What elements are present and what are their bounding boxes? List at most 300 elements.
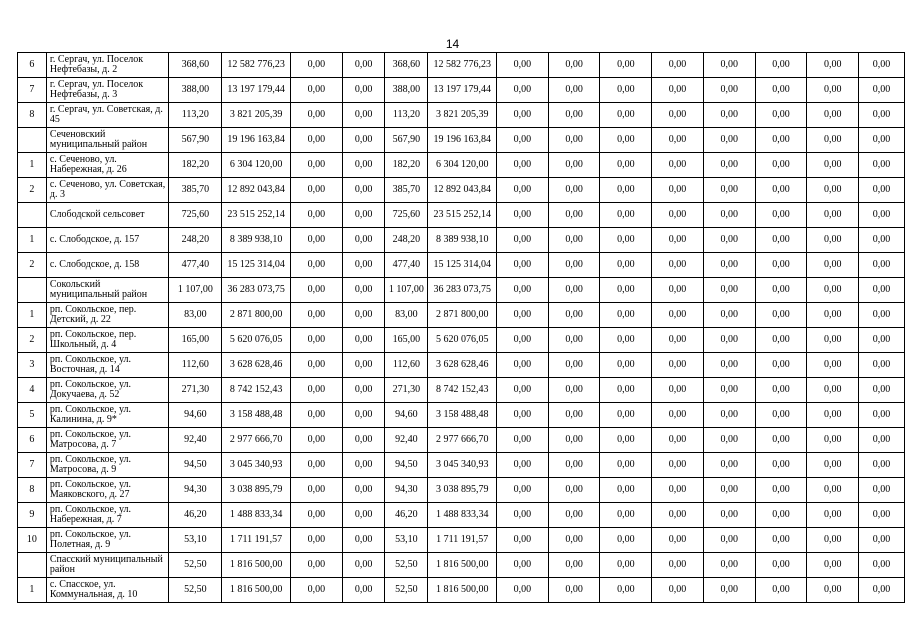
value-cell: 0,00	[548, 228, 600, 253]
area-cell: 52,50	[169, 553, 222, 578]
cost-cell: 3 045 340,93	[222, 453, 291, 478]
value-cell: 0,00	[859, 303, 905, 328]
value-cell: 0,00	[703, 328, 755, 353]
cost-cell: 2 871 800,00	[428, 303, 497, 328]
address-cell: Сеченовский муниципальный район	[46, 128, 169, 153]
cost-cell: 3 038 895,79	[222, 478, 291, 503]
value-cell: 0,00	[755, 228, 807, 253]
cost-cell: 12 892 043,84	[428, 178, 497, 203]
value-cell: 0,00	[600, 278, 652, 303]
value-cell: 0,00	[859, 253, 905, 278]
value-cell: 0,00	[703, 103, 755, 128]
value-cell: 0,00	[600, 503, 652, 528]
value-cell: 0,00	[600, 78, 652, 103]
table-row	[18, 503, 905, 528]
cost-cell: 36 283 073,75	[428, 278, 497, 303]
area-cell: 52,50	[385, 553, 428, 578]
cost-cell: 19 196 163,84	[222, 128, 291, 153]
cost-cell: 3 821 205,39	[428, 103, 497, 128]
row-number-cell: 6	[18, 53, 47, 78]
value-cell: 0,00	[548, 478, 600, 503]
cost-cell: 8 389 938,10	[428, 228, 497, 253]
value-cell: 0,00	[859, 228, 905, 253]
value-cell: 0,00	[859, 453, 905, 478]
value-cell: 0,00	[342, 428, 385, 453]
area-cell: 113,20	[169, 103, 222, 128]
value-cell: 0,00	[600, 303, 652, 328]
row-number-cell: 4	[18, 378, 47, 403]
address-cell: Сокольский муниципальный район	[46, 278, 169, 303]
value-cell: 0,00	[703, 253, 755, 278]
area-cell: 94,30	[385, 478, 428, 503]
value-cell: 0,00	[652, 153, 704, 178]
value-cell: 0,00	[652, 578, 704, 603]
value-cell: 0,00	[290, 253, 342, 278]
value-cell: 0,00	[703, 403, 755, 428]
address-cell: с. Слободское, д. 157	[46, 228, 169, 253]
address-cell: с. Спасское, ул. Коммунальная, д. 10	[46, 578, 169, 603]
area-cell: 567,90	[169, 128, 222, 153]
value-cell: 0,00	[497, 328, 549, 353]
value-cell: 0,00	[497, 378, 549, 403]
area-cell: 368,60	[385, 53, 428, 78]
cost-cell: 12 582 776,23	[428, 53, 497, 78]
value-cell: 0,00	[290, 328, 342, 353]
cost-cell: 13 197 179,44	[428, 78, 497, 103]
cost-cell: 12 892 043,84	[222, 178, 291, 203]
value-cell: 0,00	[652, 478, 704, 503]
value-cell: 0,00	[600, 328, 652, 353]
row-number-cell: 7	[18, 78, 47, 103]
value-cell: 0,00	[755, 203, 807, 228]
cost-cell: 3 045 340,93	[428, 453, 497, 478]
value-cell: 0,00	[342, 278, 385, 303]
value-cell: 0,00	[497, 528, 549, 553]
cost-cell: 3 628 628,46	[222, 353, 291, 378]
value-cell: 0,00	[290, 178, 342, 203]
value-cell: 0,00	[342, 103, 385, 128]
row-number-cell: 3	[18, 353, 47, 378]
area-cell: 725,60	[169, 203, 222, 228]
value-cell: 0,00	[600, 178, 652, 203]
value-cell: 0,00	[600, 253, 652, 278]
value-cell: 0,00	[548, 553, 600, 578]
value-cell: 0,00	[548, 128, 600, 153]
value-cell: 0,00	[342, 228, 385, 253]
value-cell: 0,00	[755, 253, 807, 278]
value-cell: 0,00	[290, 303, 342, 328]
value-cell: 0,00	[548, 203, 600, 228]
address-cell: рп. Сокольское, ул. Полетная, д. 9	[46, 528, 169, 553]
value-cell: 0,00	[807, 303, 859, 328]
area-cell: 53,10	[385, 528, 428, 553]
value-cell: 0,00	[703, 128, 755, 153]
area-cell: 165,00	[385, 328, 428, 353]
area-cell: 385,70	[385, 178, 428, 203]
value-cell: 0,00	[755, 153, 807, 178]
value-cell: 0,00	[807, 353, 859, 378]
value-cell: 0,00	[755, 53, 807, 78]
value-cell: 0,00	[342, 253, 385, 278]
value-cell: 0,00	[548, 278, 600, 303]
value-cell: 0,00	[859, 278, 905, 303]
value-cell: 0,00	[342, 578, 385, 603]
value-cell: 0,00	[290, 553, 342, 578]
value-cell: 0,00	[342, 503, 385, 528]
cost-cell: 6 304 120,00	[222, 153, 291, 178]
area-cell: 83,00	[385, 303, 428, 328]
row-number-cell: 2	[18, 328, 47, 353]
value-cell: 0,00	[548, 103, 600, 128]
value-cell: 0,00	[755, 378, 807, 403]
row-number-cell: 6	[18, 428, 47, 453]
row-number-cell: 1	[18, 303, 47, 328]
value-cell: 0,00	[497, 53, 549, 78]
value-cell: 0,00	[600, 403, 652, 428]
value-cell: 0,00	[548, 403, 600, 428]
table-row	[18, 103, 905, 128]
value-cell: 0,00	[497, 553, 549, 578]
value-cell: 0,00	[600, 103, 652, 128]
value-cell: 0,00	[497, 253, 549, 278]
value-cell: 0,00	[703, 553, 755, 578]
cost-cell: 15 125 314,04	[222, 253, 291, 278]
value-cell: 0,00	[497, 303, 549, 328]
address-cell: Спасский муниципальный район	[46, 553, 169, 578]
table-row	[18, 53, 905, 78]
table-row	[18, 453, 905, 478]
row-number-cell: 1	[18, 228, 47, 253]
value-cell: 0,00	[703, 153, 755, 178]
table-row	[18, 403, 905, 428]
value-cell: 0,00	[342, 453, 385, 478]
area-cell: 112,60	[169, 353, 222, 378]
value-cell: 0,00	[807, 428, 859, 453]
value-cell: 0,00	[342, 303, 385, 328]
cost-cell: 3 158 488,48	[222, 403, 291, 428]
value-cell: 0,00	[807, 253, 859, 278]
area-cell: 94,50	[169, 453, 222, 478]
value-cell: 0,00	[652, 78, 704, 103]
cost-cell: 36 283 073,75	[222, 278, 291, 303]
value-cell: 0,00	[290, 478, 342, 503]
value-cell: 0,00	[497, 478, 549, 503]
value-cell: 0,00	[652, 228, 704, 253]
value-cell: 0,00	[652, 103, 704, 128]
value-cell: 0,00	[703, 278, 755, 303]
address-cell: рп. Сокольское, ул. Матросова, д. 7	[46, 428, 169, 453]
value-cell: 0,00	[548, 153, 600, 178]
value-cell: 0,00	[548, 78, 600, 103]
value-cell: 0,00	[342, 153, 385, 178]
value-cell: 0,00	[290, 278, 342, 303]
area-cell: 477,40	[385, 253, 428, 278]
value-cell: 0,00	[548, 53, 600, 78]
cost-cell: 1 711 191,57	[222, 528, 291, 553]
area-cell: 46,20	[385, 503, 428, 528]
table-row	[18, 253, 905, 278]
value-cell: 0,00	[859, 103, 905, 128]
value-cell: 0,00	[703, 478, 755, 503]
value-cell: 0,00	[859, 553, 905, 578]
value-cell: 0,00	[342, 353, 385, 378]
cost-cell: 1 816 500,00	[428, 578, 497, 603]
value-cell: 0,00	[755, 178, 807, 203]
cost-cell: 6 304 120,00	[428, 153, 497, 178]
area-cell: 83,00	[169, 303, 222, 328]
value-cell: 0,00	[807, 553, 859, 578]
value-cell: 0,00	[342, 203, 385, 228]
area-cell: 165,00	[169, 328, 222, 353]
value-cell: 0,00	[600, 428, 652, 453]
value-cell: 0,00	[755, 403, 807, 428]
value-cell: 0,00	[290, 453, 342, 478]
value-cell: 0,00	[652, 203, 704, 228]
area-cell: 52,50	[169, 578, 222, 603]
address-cell: рп. Сокольское, ул. Калинина, д. 9*	[46, 403, 169, 428]
value-cell: 0,00	[859, 528, 905, 553]
value-cell: 0,00	[342, 178, 385, 203]
value-cell: 0,00	[600, 578, 652, 603]
value-cell: 0,00	[497, 353, 549, 378]
value-cell: 0,00	[807, 578, 859, 603]
value-cell: 0,00	[703, 178, 755, 203]
table-row	[18, 153, 905, 178]
value-cell: 0,00	[703, 228, 755, 253]
value-cell: 0,00	[290, 503, 342, 528]
value-cell: 0,00	[342, 328, 385, 353]
area-cell: 271,30	[385, 378, 428, 403]
table-row	[18, 528, 905, 553]
value-cell: 0,00	[807, 403, 859, 428]
value-cell: 0,00	[807, 278, 859, 303]
value-cell: 0,00	[600, 203, 652, 228]
cost-cell: 23 515 252,14	[222, 203, 291, 228]
value-cell: 0,00	[497, 503, 549, 528]
value-cell: 0,00	[497, 128, 549, 153]
area-cell: 52,50	[385, 578, 428, 603]
cost-cell: 8 742 152,43	[428, 378, 497, 403]
value-cell: 0,00	[755, 553, 807, 578]
row-number-cell: 2	[18, 253, 47, 278]
cost-cell: 1 816 500,00	[222, 578, 291, 603]
value-cell: 0,00	[755, 78, 807, 103]
value-cell: 0,00	[600, 353, 652, 378]
value-cell: 0,00	[755, 578, 807, 603]
value-cell: 0,00	[859, 578, 905, 603]
address-cell: с. Сеченово, ул. Советская, д. 3	[46, 178, 169, 203]
value-cell: 0,00	[548, 303, 600, 328]
area-cell: 112,60	[385, 353, 428, 378]
value-cell: 0,00	[859, 153, 905, 178]
area-cell: 271,30	[169, 378, 222, 403]
area-cell: 385,70	[169, 178, 222, 203]
value-cell: 0,00	[290, 53, 342, 78]
value-cell: 0,00	[290, 78, 342, 103]
area-cell: 477,40	[169, 253, 222, 278]
value-cell: 0,00	[548, 528, 600, 553]
address-cell: рп. Сокольское, ул. Восточная, д. 14	[46, 353, 169, 378]
value-cell: 0,00	[342, 403, 385, 428]
address-cell: г. Сергач, ул. Поселок Нефтебазы, д. 2	[46, 53, 169, 78]
address-cell: г. Сергач, ул. Поселок Нефтебазы, д. 3	[46, 78, 169, 103]
cost-cell: 8 742 152,43	[222, 378, 291, 403]
value-cell: 0,00	[652, 503, 704, 528]
value-cell: 0,00	[497, 578, 549, 603]
value-cell: 0,00	[342, 478, 385, 503]
row-number-cell: 1	[18, 153, 47, 178]
value-cell: 0,00	[342, 378, 385, 403]
area-cell: 388,00	[385, 78, 428, 103]
page-number: 14	[445, 37, 460, 51]
value-cell: 0,00	[548, 503, 600, 528]
value-cell: 0,00	[652, 328, 704, 353]
value-cell: 0,00	[652, 553, 704, 578]
cost-cell: 2 977 666,70	[428, 428, 497, 453]
row-number-cell: 8	[18, 478, 47, 503]
value-cell: 0,00	[859, 478, 905, 503]
value-cell: 0,00	[652, 303, 704, 328]
value-cell: 0,00	[290, 353, 342, 378]
value-cell: 0,00	[703, 578, 755, 603]
value-cell: 0,00	[755, 128, 807, 153]
area-cell: 113,20	[385, 103, 428, 128]
value-cell: 0,00	[807, 203, 859, 228]
address-cell: рп. Сокольское, ул. Докучаева, д. 52	[46, 378, 169, 403]
value-cell: 0,00	[600, 553, 652, 578]
value-cell: 0,00	[755, 453, 807, 478]
value-cell: 0,00	[807, 503, 859, 528]
value-cell: 0,00	[290, 378, 342, 403]
table-row	[18, 78, 905, 103]
area-cell: 53,10	[169, 528, 222, 553]
value-cell: 0,00	[600, 128, 652, 153]
value-cell: 0,00	[652, 528, 704, 553]
value-cell: 0,00	[807, 528, 859, 553]
cost-cell: 1 711 191,57	[428, 528, 497, 553]
value-cell: 0,00	[548, 253, 600, 278]
value-cell: 0,00	[497, 278, 549, 303]
value-cell: 0,00	[342, 128, 385, 153]
value-cell: 0,00	[703, 353, 755, 378]
table-row	[18, 353, 905, 378]
value-cell: 0,00	[859, 328, 905, 353]
value-cell: 0,00	[807, 53, 859, 78]
area-cell: 725,60	[385, 203, 428, 228]
value-cell: 0,00	[755, 353, 807, 378]
row-number-cell: 7	[18, 453, 47, 478]
cost-cell: 1 488 833,34	[428, 503, 497, 528]
cost-cell: 12 582 776,23	[222, 53, 291, 78]
value-cell: 0,00	[342, 78, 385, 103]
address-cell: Слободской сельсовет	[46, 203, 169, 228]
value-cell: 0,00	[859, 128, 905, 153]
value-cell: 0,00	[548, 578, 600, 603]
value-cell: 0,00	[652, 353, 704, 378]
value-cell: 0,00	[807, 78, 859, 103]
cost-cell: 5 620 076,05	[222, 328, 291, 353]
table-row	[18, 303, 905, 328]
address-cell: г. Сергач, ул. Советская, д. 45	[46, 103, 169, 128]
value-cell: 0,00	[290, 403, 342, 428]
value-cell: 0,00	[290, 103, 342, 128]
value-cell: 0,00	[807, 228, 859, 253]
area-cell: 92,40	[385, 428, 428, 453]
area-cell: 567,90	[385, 128, 428, 153]
value-cell: 0,00	[600, 478, 652, 503]
value-cell: 0,00	[497, 153, 549, 178]
value-cell: 0,00	[807, 153, 859, 178]
row-number-cell: 10	[18, 528, 47, 553]
table-row	[18, 378, 905, 403]
cost-cell: 23 515 252,14	[428, 203, 497, 228]
value-cell: 0,00	[859, 78, 905, 103]
table-row	[18, 553, 905, 578]
area-cell: 46,20	[169, 503, 222, 528]
address-cell: рп. Сокольское, ул. Матросова, д. 9	[46, 453, 169, 478]
table-row	[18, 328, 905, 353]
cost-cell: 8 389 938,10	[222, 228, 291, 253]
address-cell: рп. Сокольское, ул. Набережная, д. 7	[46, 503, 169, 528]
value-cell: 0,00	[703, 303, 755, 328]
value-cell: 0,00	[807, 128, 859, 153]
housing-program-table	[17, 52, 905, 603]
address-cell: рп. Сокольское, пер. Школьный, д. 4	[46, 328, 169, 353]
value-cell: 0,00	[497, 78, 549, 103]
value-cell: 0,00	[807, 378, 859, 403]
value-cell: 0,00	[290, 128, 342, 153]
value-cell: 0,00	[755, 303, 807, 328]
table-row	[18, 203, 905, 228]
value-cell: 0,00	[807, 453, 859, 478]
value-cell: 0,00	[859, 428, 905, 453]
value-cell: 0,00	[755, 328, 807, 353]
value-cell: 0,00	[703, 53, 755, 78]
value-cell: 0,00	[807, 178, 859, 203]
value-cell: 0,00	[859, 353, 905, 378]
value-cell: 0,00	[703, 78, 755, 103]
value-cell: 0,00	[807, 328, 859, 353]
area-cell: 1 107,00	[385, 278, 428, 303]
address-cell: рп. Сокольское, ул. Маяковского, д. 27	[46, 478, 169, 503]
value-cell: 0,00	[703, 528, 755, 553]
value-cell: 0,00	[652, 403, 704, 428]
value-cell: 0,00	[290, 228, 342, 253]
value-cell: 0,00	[290, 203, 342, 228]
cost-cell: 13 197 179,44	[222, 78, 291, 103]
value-cell: 0,00	[755, 278, 807, 303]
row-number-cell	[18, 128, 47, 153]
table-row	[18, 578, 905, 603]
value-cell: 0,00	[703, 378, 755, 403]
value-cell: 0,00	[755, 528, 807, 553]
value-cell: 0,00	[497, 203, 549, 228]
row-number-cell: 1	[18, 578, 47, 603]
row-number-cell	[18, 278, 47, 303]
value-cell: 0,00	[859, 203, 905, 228]
value-cell: 0,00	[548, 328, 600, 353]
row-number-cell	[18, 203, 47, 228]
row-number-cell: 2	[18, 178, 47, 203]
area-cell: 182,20	[385, 153, 428, 178]
table-row	[18, 128, 905, 153]
cost-cell: 2 977 666,70	[222, 428, 291, 453]
value-cell: 0,00	[548, 428, 600, 453]
value-cell: 0,00	[600, 528, 652, 553]
value-cell: 0,00	[652, 128, 704, 153]
cost-cell: 3 038 895,79	[428, 478, 497, 503]
value-cell: 0,00	[859, 53, 905, 78]
